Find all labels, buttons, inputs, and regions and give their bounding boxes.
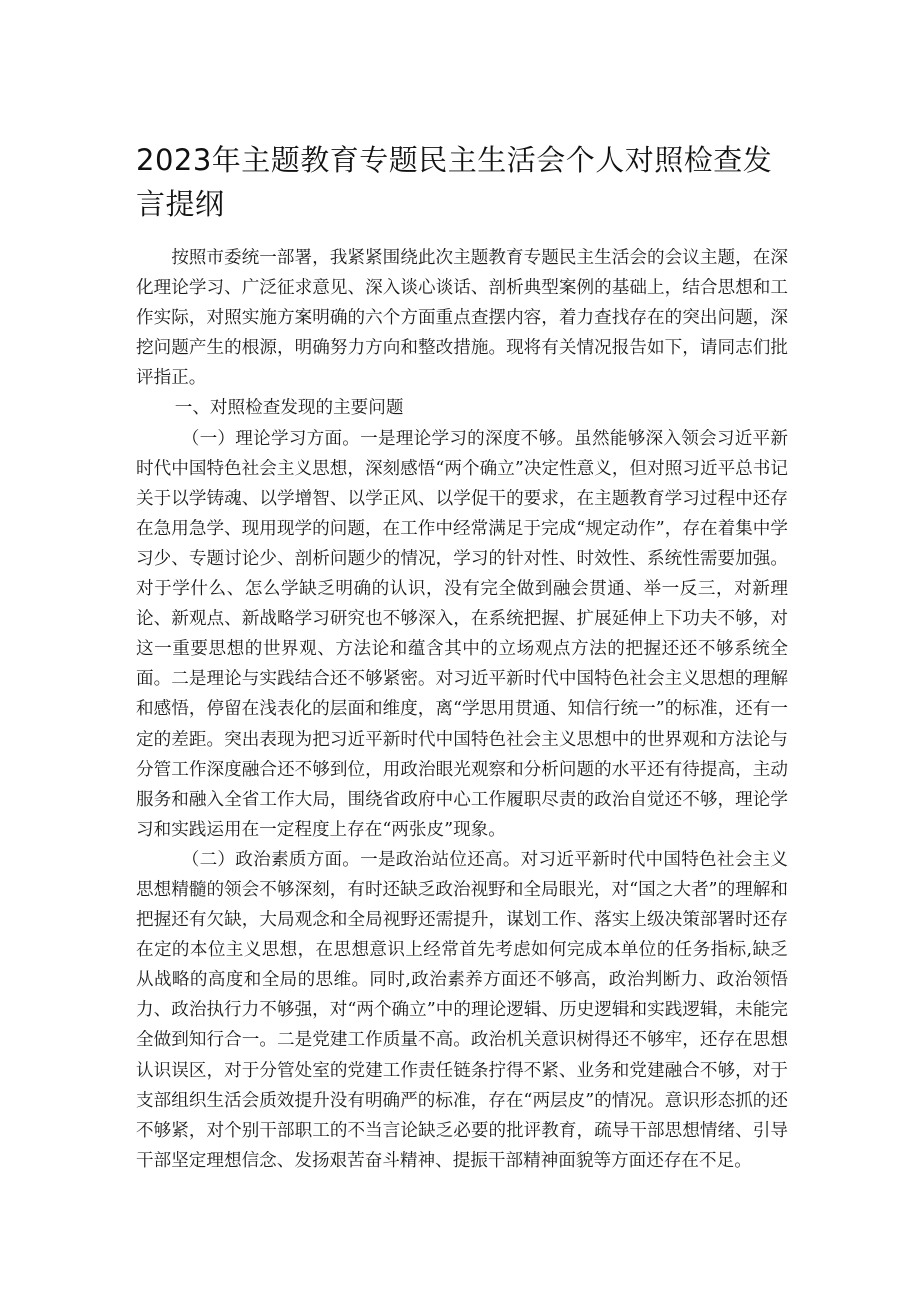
political-quality-paragraph: （二）政治素质方面。一是政治站位还高。对习近平新时代中国特色社会主义思想精髓的领会不够深刻，有时还缺乏政治视野和全局眼光，对“国之大者”的理解和把握还有欠缺，大局观念和全局视野还需提升，谋划工作、落实上级决策部署时还存在定的本位主义思想，在思想意识上经常首先考虑如何完成本单位的任务指标,缺乏从战略的高度和全局的思维。同时,政治素养方面还不够高，政治判断力、政治领悟力、政治执行力不够强，对“两个确立”中的理论逻辑、历史逻辑和实践逻辑，未能完全做到知行合一。二是党建工作质量不高。政治机关意识树得还不够牢，还存在思想认识误区，对于分管处室的党建工作责任链条拧得不紧、业务和党建融合不够，对于支部组织生活会质效提升没有明确严的标准，存在“两层皮”的情况。意识形态抓的还不够紧，对个别干部职工的不当言论缺乏必要的批评教育，疏导干部思想情绪、引导干部坚定理想信念、发扬艰苦奋斗精神、提振干部精神面貌等方面还存在不足。 <box>136 849 788 1171</box>
document-body <box>136 243 788 1176</box>
document-title: 2023年主题教育专题民主生活会个人对照检查发言提纲 <box>136 143 773 221</box>
section-heading-1: 一、对照检查发现的主要问题 <box>174 398 404 419</box>
theory-study-paragraph: （一）理论学习方面。一是理论学习的深度不够。虽然能够深入领会习近平新时代中国特色社会主义思想，深刻感悟“两个确立”决定性意义，但对照习近平总书记关于以学铸魂、以学增智、以学正风、以学促干的要求，在主题教育学习过程中还存在急用急学、现用现学的问题，在工作中经常满足于完成“规定动作”，存在着集中学习少、专题讨论少、剖析问题少的情况，学习的针对性、时效性、系统性需要加强。对于学什么、怎么学缺乏明确的认识，没有完全做到融会贯通、举一反三，对新理论、新观点、新战略学习研究也不够深入，在系统把握、扩展延伸上下功夫不够，对这一重要思想的世界观、方法论和蕴含其中的立场观点方法的把握还还不够系统全面。二是理论与实践结合还不够紧密。对习近平新时代中国特色社会主义思想的理解和感悟，停留在浅表化的层面和维度，离“学思用贯通、知信行统一”的标准，还有一定的差距。突出表现为把习近平新时代中国特色社会主义思想中的世界观和方法论与分管工作深度融合还不够到位，用政治眼光观察和分析问题的水平还有待提高，主动服务和融入全省工作大局，围绕省政府中心工作履职尽责的政治自觉还不够，理论学习和实践运用在一定程度上存在“两张皮”现象。 <box>136 428 788 840</box>
intro-paragraph: 按照市委统一部署，我紧紧围绕此次主题教育专题民主生活会的会议主题，在深化理论学习、广泛征求意见、深入谈心谈话、剖析典型案例的基础上，结合思想和工作实际，对照实施方案明确的六个方面重点查摆内容，着力查找存在的突出问题，深挖问题产生的根源，明确努力方向和整改措施。现将有关情况报告如下，请同志们批评指正。 <box>136 248 788 389</box>
